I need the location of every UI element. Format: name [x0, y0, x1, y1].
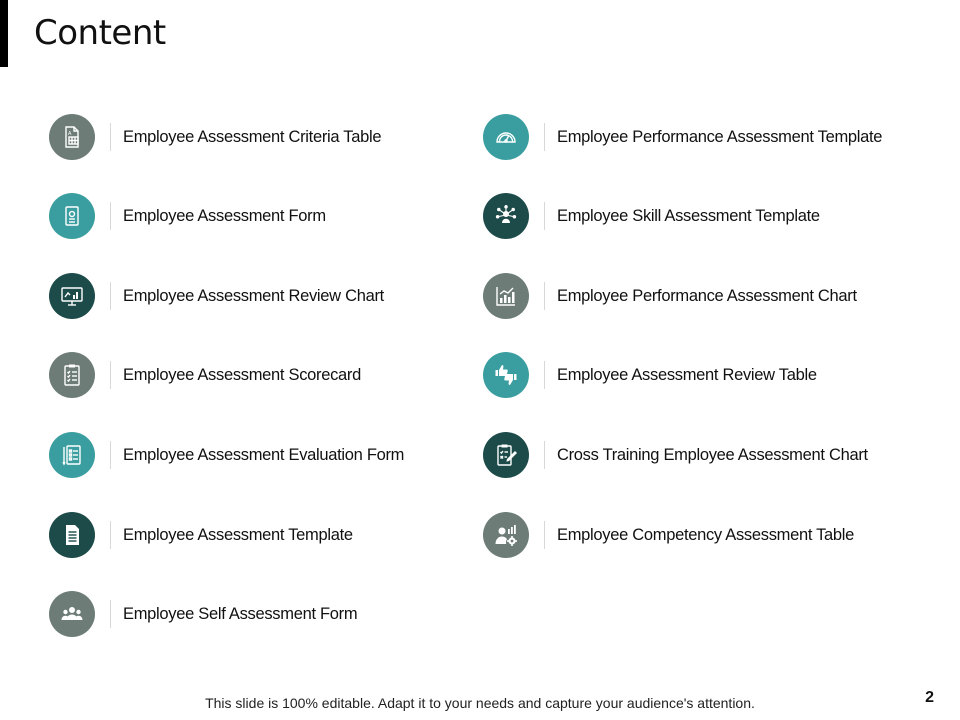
clipboard-checklist-icon: [49, 352, 95, 398]
svg-text:A: A: [68, 131, 72, 137]
people-group-icon: [49, 591, 95, 637]
content-item-skill-template[interactable]: [483, 192, 820, 240]
template-document-icon: [49, 512, 95, 558]
item-label: Employee Assessment Review Table: [557, 365, 817, 384]
document-table-icon: [49, 114, 95, 160]
content-item-assessment-form[interactable]: [49, 192, 326, 240]
item-label: Employee Skill Assessment Template: [557, 206, 820, 225]
content-item-evaluation-form[interactable]: [49, 431, 404, 479]
item-label: Employee Assessment Form: [123, 206, 326, 225]
item-divider: [110, 600, 111, 628]
item-label: Employee Self Assessment Form: [123, 604, 358, 623]
content-item-scorecard[interactable]: [49, 351, 361, 399]
item-divider: [110, 441, 111, 469]
item-label: Employee Competency Assessment Table: [557, 525, 855, 544]
evaluation-form-icon: [49, 432, 95, 478]
item-divider: [544, 361, 545, 389]
item-label: Employee Assessment Criteria Table: [123, 127, 382, 146]
content-item-cross-training-chart[interactable]: [483, 431, 868, 479]
bar-chart-icon: [483, 273, 529, 319]
item-divider: [544, 202, 545, 230]
content-item-template[interactable]: [49, 511, 353, 559]
content-item-competency-table[interactable]: [483, 511, 854, 559]
item-divider: [544, 521, 545, 549]
title-accent-bar: [0, 0, 8, 67]
content-item-performance-chart[interactable]: [483, 272, 857, 320]
item-label: Employee Assessment Template: [123, 525, 353, 544]
item-label: Employee Assessment Review Chart: [123, 286, 384, 305]
content-item-review-table[interactable]: [483, 351, 817, 399]
item-label: Employee Assessment Evaluation Form: [123, 445, 405, 464]
item-label: Employee Performance Assessment Chart: [557, 286, 857, 305]
network-person-icon: [483, 193, 529, 239]
slide-title: Content: [34, 13, 166, 53]
content-item-criteria-table[interactable]: [49, 113, 381, 161]
form-document-icon: [49, 193, 95, 239]
item-divider: [110, 123, 111, 151]
item-label: Employee Assessment Scorecard: [123, 365, 361, 384]
item-label: Cross Training Employee Assessment Chart: [557, 445, 868, 464]
item-divider: [544, 123, 545, 151]
content-item-performance-template[interactable]: [483, 113, 882, 161]
page-number: 2: [925, 689, 934, 706]
item-divider: [544, 282, 545, 310]
thumbs-up-down-icon: [483, 352, 529, 398]
item-divider: [110, 521, 111, 549]
item-divider: [110, 202, 111, 230]
slide-footer-note: This slide is 100% editable. Adapt it to your needs and capture your audience's attention.: [205, 695, 755, 711]
item-divider: [110, 361, 111, 389]
content-item-review-chart[interactable]: [49, 272, 384, 320]
speedometer-icon: [483, 114, 529, 160]
item-divider: [544, 441, 545, 469]
monitor-chart-icon: [49, 273, 95, 319]
person-chart-gear-icon: [483, 512, 529, 558]
clipboard-pen-icon: [483, 432, 529, 478]
content-item-self-assessment[interactable]: [49, 590, 357, 638]
item-divider: [110, 282, 111, 310]
item-label: Employee Performance Assessment Template: [557, 127, 883, 146]
